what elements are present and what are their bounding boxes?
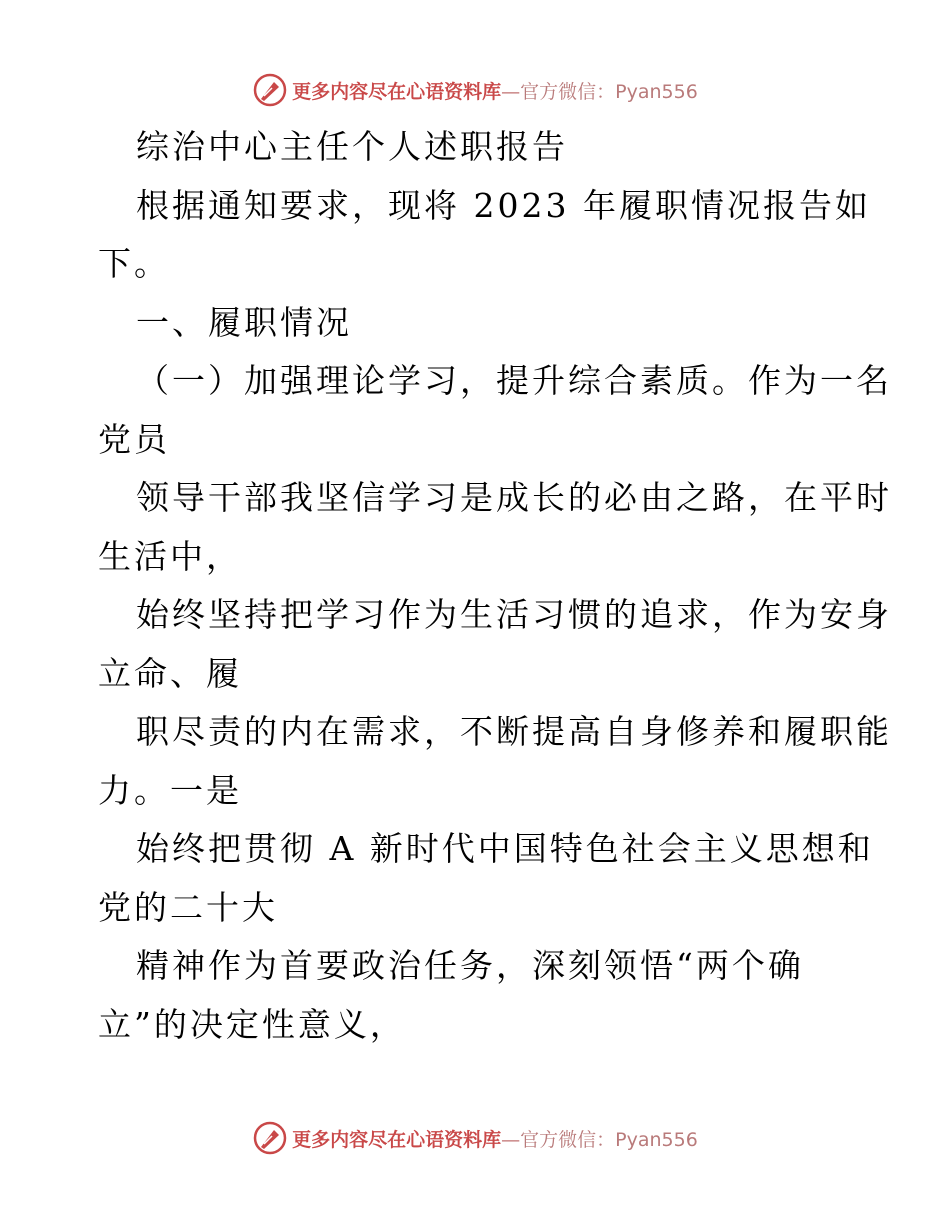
text-line: 立命、履 bbox=[98, 653, 242, 693]
watermark-dash: — bbox=[501, 1128, 521, 1151]
pen-nib-logo-icon bbox=[252, 72, 288, 108]
text-line: 领导干部我坚信学习是成长的必由之路，在平时 bbox=[136, 478, 892, 517]
text-line: 立”的决定性意义， bbox=[98, 1004, 406, 1044]
text-line: 下。 bbox=[98, 244, 170, 283]
text-line: 力。一是 bbox=[98, 770, 242, 810]
text-line: （一）加强理论学习，提升综合素质。作为一名 bbox=[136, 361, 892, 400]
document-body bbox=[98, 118, 892, 1054]
watermark-brand: 更多内容尽在心语资料库 bbox=[292, 1128, 502, 1151]
text-line: 党员 bbox=[98, 419, 170, 459]
watermark-dash: — bbox=[501, 80, 521, 103]
watermark-wechat: 官方微信：Pyan556 bbox=[520, 80, 698, 103]
text-line: 始终把贯彻 A 新时代中国特色社会主义思想和 bbox=[136, 829, 874, 868]
watermark-wechat: 官方微信：Pyan556 bbox=[520, 1128, 698, 1151]
text-line: 一、履职情况 bbox=[136, 302, 352, 342]
text-line: 职尽责的内在需求，不断提高自身修养和履职能 bbox=[136, 712, 892, 751]
text-line: 精神作为首要政治任务，深刻领悟“两个确 bbox=[136, 946, 804, 985]
watermark-text bbox=[292, 77, 698, 104]
watermark-text bbox=[292, 1125, 698, 1152]
pen-nib-logo-icon bbox=[252, 1120, 288, 1156]
header-watermark bbox=[0, 70, 950, 110]
watermark-brand: 更多内容尽在心语资料库 bbox=[292, 80, 502, 103]
footer-watermark bbox=[0, 1118, 950, 1158]
text-line: 生活中， bbox=[98, 536, 242, 576]
document-title: 综治中心主任个人述职报告 bbox=[136, 127, 568, 166]
text-line: 党的二十大 bbox=[98, 887, 278, 927]
text-line: 根据通知要求，现将 2023 年履职情况报告如 bbox=[136, 185, 871, 225]
text-line: 始终坚持把学习作为生活习惯的追求，作为安身 bbox=[136, 595, 892, 634]
